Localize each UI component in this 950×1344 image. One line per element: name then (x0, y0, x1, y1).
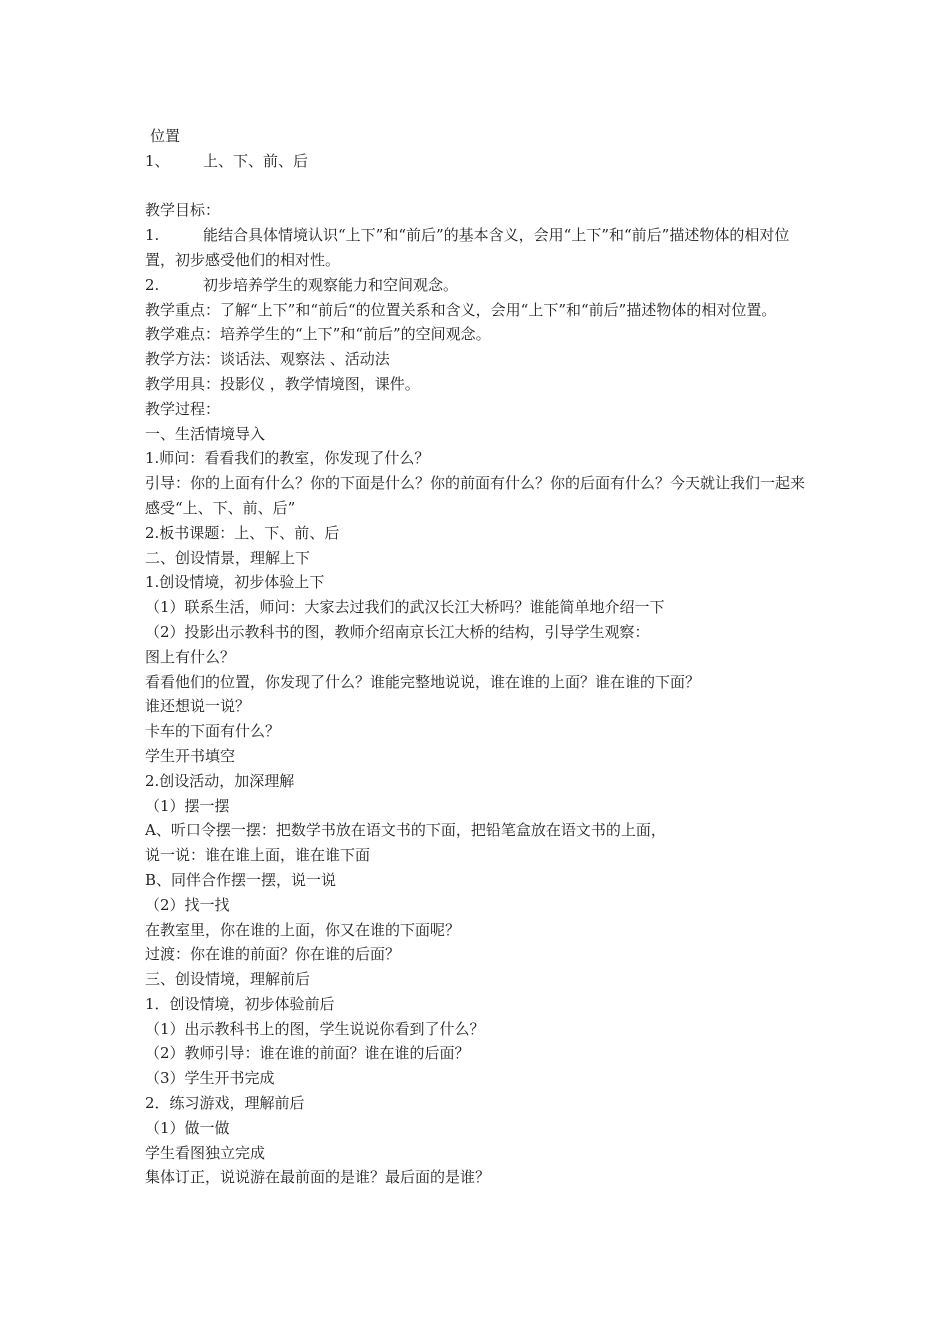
process-heading: 教学过程： (145, 399, 221, 418)
text-line: 1．创设情境，初步体验前后 (145, 994, 335, 1013)
text-line: B、同伴合作摆一摆，说一说 (145, 870, 337, 889)
difficulty: 教学难点：培养学生的“上下”和“前后”的空间观念。 (145, 325, 491, 344)
subtitle-number: 1、 (145, 151, 170, 170)
doc-title: 位置 (150, 127, 181, 145)
goal-1-text: 能结合具体情境认识“上下”和“前后”的基本含义，会用“上下”和“前后”描述物体的相对位置，初步感受他们的相对性。 (145, 226, 790, 269)
text-line: （1）出示教科书上的图，学生说说你看到了什么？ (145, 1019, 485, 1038)
text-line: （1）做一做 (145, 1118, 230, 1137)
text-line: （1）联系生活，师问：大家去过我们的武汉长江大桥吗？谁能简单地介绍一下 (145, 598, 665, 617)
goal-2-text: 初步培养学生的观察能力和空间观念。 (203, 275, 459, 294)
goal-1-number: 1. (145, 226, 160, 245)
blank-line (145, 174, 815, 199)
text-line: 图上有什么？ (145, 647, 236, 666)
goal-1 (145, 223, 815, 273)
text-line: A、听口令摆一摆：把数学书放在语文书的下面，把铅笔盒放在语文书的上面， (145, 821, 666, 840)
subtitle-text: 上、下、前、后 (203, 151, 309, 170)
text-line: 学生看图独立完成 (145, 1143, 266, 1162)
text-line: 看看他们的位置，你发现了什么？谁能完整地说说，谁在谁的上面？谁在谁的下面？ (145, 672, 701, 691)
text-line: 1.创设情境，初步体验上下 (145, 573, 325, 592)
text-line: 1.师问：看看我们的教室，你发现了什么？ (145, 449, 430, 468)
teaching-method: 教学方法：谈话法、观察法 、活动法 (145, 350, 390, 369)
section-heading: 三、创设情境，理解前后 (145, 970, 311, 989)
text-line: 2.创设活动，加深理解 (145, 771, 295, 790)
goal-2 (145, 273, 815, 298)
text-line: 谁还想说一说？ (145, 697, 251, 716)
text-line: 在教室里，你在谁的上面，你又在谁的下面呢？ (145, 920, 461, 939)
section-heading: 一、生活情境导入 (145, 424, 266, 443)
text-line: （1）摆一摆 (145, 796, 230, 815)
section-heading: 二、创设情景，理解上下 (145, 548, 311, 567)
text-line: 2.板书课题：上、下、前、后 (145, 523, 340, 542)
text-line: 集体订正，说说游在最前面的是谁？最后面的是谁？ (145, 1168, 491, 1187)
goals-heading: 教学目标： (145, 201, 221, 220)
goal-2-number: 2. (145, 275, 160, 294)
doc-subtitle (145, 149, 815, 174)
teaching-tools: 教学用具：投影仪 ，教学情境图，课件。 (145, 374, 420, 393)
text-line: 学生开书填空 (145, 746, 236, 765)
text-line: 引导：你的上面有什么？你的下面是什么？你的前面有什么？你的后面有什么？今天就让我们一起来感受“上、下、前、后” (145, 474, 806, 517)
text-line: 卡车的下面有什么？ (145, 722, 281, 741)
text-line: 过渡：你在谁的前面？你在谁的后面？ (145, 945, 401, 964)
key-point: 教学重点：了解“上下”和“前后“的位置关系和含义，会用“上下”和“前后”描述物体的相对位置。 (145, 300, 777, 319)
document-body (145, 124, 815, 1190)
text-line: （2）投影出示教科书的图，教师介绍南京长江大桥的结构，引导学生观察： (145, 622, 650, 641)
text-line: （3）学生开书完成 (145, 1069, 275, 1088)
text-line: 说一说：谁在谁上面，谁在谁下面 (145, 846, 371, 865)
text-line: （2）找一找 (145, 895, 230, 914)
text-line: （2）教师引导：谁在谁的前面？谁在谁的后面？ (145, 1044, 470, 1063)
text-line: 2．练习游戏，理解前后 (145, 1094, 305, 1113)
